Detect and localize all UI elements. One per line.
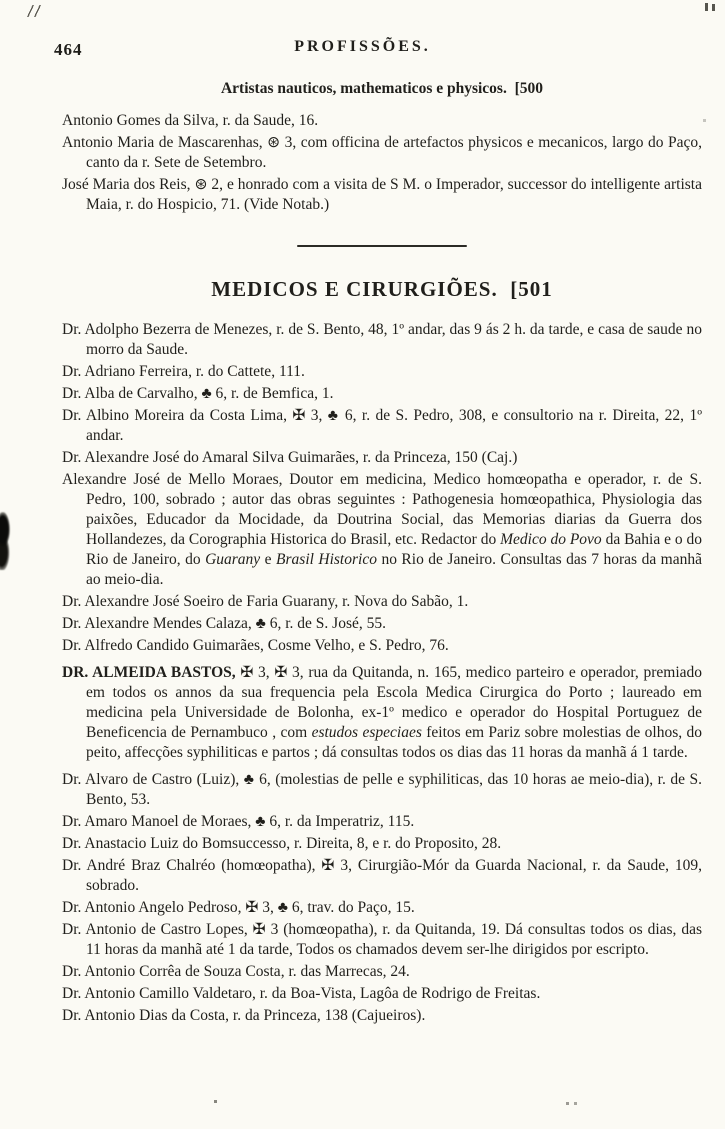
directory-entry (62, 1006, 702, 1026)
directory-entry (62, 770, 702, 810)
entry-text: ✠ 3, ✠ 3, rua da Quitanda, n. 165, medico parteiro e operador, premiado em todos os annos da sua frequencia pela Escola Medica Cirurgica do Porto ; laureado em medicina pela Universidade de Bolonha, ex-1º medico e operador do Hospital Portuguez de Beneficencia de Pernambuco , com (86, 664, 702, 741)
entries-list (62, 320, 702, 1026)
section-title: MEDICOS E CIRURGIÕES. (211, 277, 498, 301)
directory-entry (62, 636, 702, 656)
entry-text: DR. ALMEIDA BASTOS, (62, 664, 236, 681)
directory-entry (62, 663, 702, 763)
section-ref-number: [500 (514, 80, 544, 97)
entry-text: Dr. Alba de Carvalho, ♣ 6, r. de Bemfica, 1. (62, 385, 334, 402)
entries-list (62, 111, 702, 215)
directory-entry (62, 834, 702, 854)
directory-entry (62, 856, 702, 896)
directory-entry (62, 812, 702, 832)
directory-entry (62, 384, 702, 404)
section-heading (62, 277, 702, 302)
entry-text: Dr. Antonio Corrêa de Souza Costa, r. das Marrecas, 24. (62, 963, 410, 980)
directory-entry (62, 592, 702, 612)
entry-text: Dr. Alvaro de Castro (Luiz), ♣ 6, (molestias de pelle e syphiliticas, das 10 horas ae meio-dia), r. de S. Bento, 53. (62, 771, 702, 808)
entry-text: Antonio Maria de Mascarenhas, ⊛ 3, com officina de artefactos physicos e mecanicos, largo do Paço, canto da r. Sete de Setembro. (62, 134, 702, 171)
entry-text: Dr. Albino Moreira da Costa Lima, ✠ 3, ♣ 6, r. de S. Pedro, 308, e consultorio na r. Direita, 22, 1º andar. (62, 407, 702, 444)
entry-text: Dr. Antonio Angelo Pedroso, ✠ 3, ♣ 6, trav. do Paço, 15. (62, 899, 415, 916)
directory-entry (62, 984, 702, 1004)
entry-text: Dr. Alfredo Candido Guimarães, Cosme Velho, e S. Pedro, 76. (62, 637, 449, 654)
entry-text: Alexandre José de Mello Moraes, Doutor em medicina, Medico homœopatha e operador, r. de S. Pedro, 100, sobrado ; autor das obras seguintes : Pathogenesia homœopathica, Physiologia das paixões, Educador da Mocidade, da Doutrina Social, das Memorias diarias da Guerra dos Hollandezes, da Corographia Historica do Brasil, etc. Redactor do (62, 471, 702, 548)
directory-entry (62, 111, 702, 131)
directory-entry (62, 406, 702, 446)
entry-text: Dr. Alexandre José do Amaral Silva Guimarães, r. da Princeza, 150 (Caj.) (62, 449, 518, 466)
entry-text: Dr. Antonio Dias da Costa, r. da Princeza, 138 (Cajueiros). (62, 1007, 426, 1024)
entry-text: no Rio de Janeiro. Consultas das 7 horas da manhã ao meio-dia. (86, 551, 702, 588)
entry-text: Dr. Amaro Manoel de Moraes, ♣ 6, r. da Imperatriz, 115. (62, 813, 415, 830)
entry-text: Medico do Povo (500, 531, 602, 548)
entry-text: da Bahia e o do Rio de Janeiro, do (86, 531, 702, 568)
entry-text: Guarany (205, 551, 261, 568)
page-content (62, 80, 702, 1030)
entry-text: José Maria dos Reis, ⊛ 2, e honrado com a visita de S M. o Imperador, successor do intelligente artista Maia, r. do Hospicio, 71. (Vide Notab.) (62, 176, 702, 213)
directory-entry (62, 133, 702, 173)
entry-text: Dr. Adriano Ferreira, r. do Cattete, 111. (62, 363, 305, 380)
entry-text: feitos em Pariz sobre molestias de olhos, do peito, affecções syphiliticas e partos ; dá consultas todos os dias das 11 horas da manhã á 1 tarde. (86, 724, 702, 761)
directory-entry (62, 920, 702, 960)
scan-artifact-top-left (27, 5, 41, 17)
entry-text: Dr. Antonio Camillo Valdetaro, r. da Boa-Vista, Lagôa de Rodrigo de Freitas. (62, 985, 541, 1002)
directory-entry (62, 362, 702, 382)
directory-entry (62, 898, 702, 918)
entry-text: Dr. Alexandre Mendes Calaza, ♣ 6, r. de S. José, 55. (62, 615, 386, 632)
page-number: 464 (54, 40, 83, 59)
page-header (0, 38, 725, 64)
directory-entry (62, 962, 702, 982)
section-heading (62, 80, 702, 98)
directory-entry (62, 614, 702, 634)
entry-text: Antonio Gomes da Silva, r. da Saude, 16. (62, 112, 319, 129)
entry-text: estudos especiaes (311, 724, 422, 741)
scan-speckles (0, 0, 1, 1)
directory-entry (62, 448, 702, 468)
entry-text: Dr. Anastacio Luiz do Bomsuccesso, r. Direita, 8, e r. do Proposito, 28. (62, 835, 502, 852)
running-title: PROFISSÕES. (294, 38, 431, 55)
directory-entry (62, 320, 702, 360)
directory-entry (62, 175, 702, 215)
scan-artifact-top-right (703, 2, 719, 12)
ink-smudge (0, 512, 16, 570)
directory-entry (62, 470, 702, 590)
section-ref-number: [501 (510, 277, 553, 301)
entry-text: Dr. Adolpho Bezerra de Menezes, r. de S. Bento, 48, 1º andar, das 9 ás 2 h. da tarde, e casa de saude no morro da Saude. (62, 321, 702, 358)
entry-text: Dr. Alexandre José Soeiro de Faria Guarany, r. Nova do Sabão, 1. (62, 593, 469, 610)
entry-text: Dr. André Braz Chalréo (homœopatha), ✠ 3, Cirurgião-Mór da Guarda Nacional, r. da Saude, 109, sobrado. (62, 857, 702, 894)
entry-text: e (260, 551, 277, 568)
entry-text: Dr. Antonio de Castro Lopes, ✠ 3 (homœopatha), r. da Quitanda, 19. Dá consultas todos os dias, das 11 horas da manhã até 1 da tarde, Todos os chamados devem ser-lhe dirigidos por escripto. (62, 921, 702, 958)
entry-text: Brasil Historico (276, 551, 377, 568)
section-title: Artistas nauticos, mathematicos e physicos. (220, 80, 507, 97)
section-divider (297, 245, 467, 247)
